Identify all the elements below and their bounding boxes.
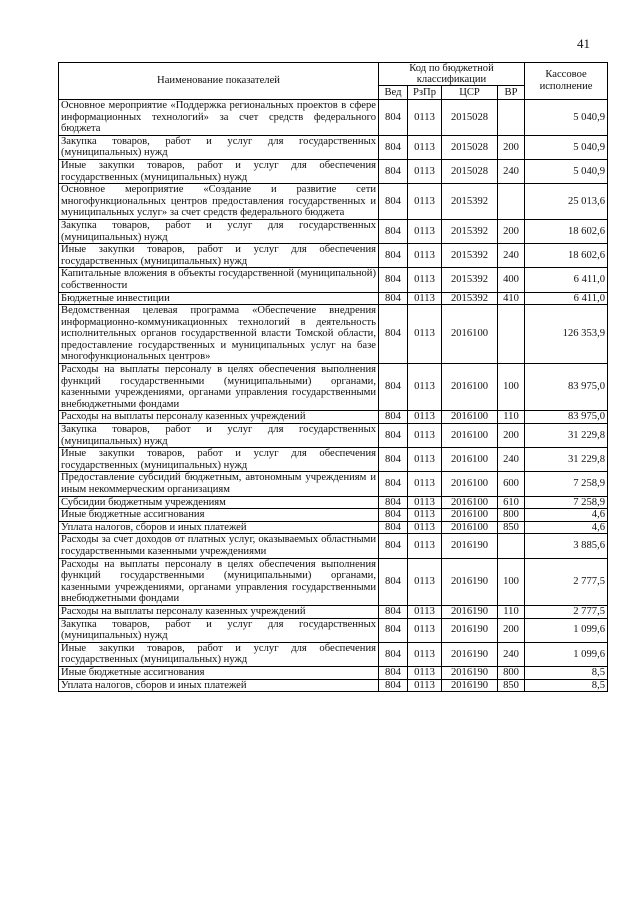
row-csr: 2016190 (442, 558, 498, 605)
row-ved: 804 (379, 642, 408, 666)
row-amount: 2 777,5 (525, 605, 608, 618)
table-row (59, 666, 608, 679)
row-vr: 110 (498, 411, 525, 424)
row-rzpr: 0113 (408, 496, 442, 509)
row-vr: 100 (498, 364, 525, 411)
row-name: Ведомственная целевая программа «Обеспечение внедрения информационно-коммуникационных технологий в деятельность исполнительных органов государственной власти Томской области, предоставление государственных и муниципальных услуг на базе многофункциональных центров» (59, 305, 379, 364)
table-row (59, 679, 608, 692)
row-rzpr: 0113 (408, 521, 442, 534)
row-ved: 804 (379, 135, 408, 159)
budget-execution-table (58, 62, 608, 692)
row-rzpr: 0113 (408, 424, 442, 448)
row-name: Иные закупки товаров, работ и услуг для обеспечения государственных (муниципальных) нужд (59, 244, 379, 268)
row-csr: 2016190 (442, 618, 498, 642)
row-name: Иные бюджетные ассигнования (59, 509, 379, 522)
row-name: Предоставление субсидий бюджетным, автономным учреждениям и иным некоммерческим организациям (59, 472, 379, 496)
row-csr: 2016190 (442, 642, 498, 666)
row-name: Расходы на выплаты персоналу в целях обеспечения выполнения функций государственными (муниципальными) органами, казенными учреждениями, органами управления государственными внебюджетными фондами (59, 558, 379, 605)
row-rzpr: 0113 (408, 605, 442, 618)
row-vr: 850 (498, 679, 525, 692)
row-csr: 2016100 (442, 305, 498, 364)
row-ved: 804 (379, 472, 408, 496)
row-csr: 2015392 (442, 292, 498, 305)
table-row (59, 135, 608, 159)
row-rzpr: 0113 (408, 268, 442, 292)
row-amount: 7 258,9 (525, 496, 608, 509)
row-rzpr: 0113 (408, 159, 442, 183)
header-csr: ЦСР (442, 86, 498, 100)
row-ved: 804 (379, 100, 408, 136)
table-row (59, 521, 608, 534)
row-csr: 2016190 (442, 534, 498, 558)
table-row (59, 219, 608, 243)
row-csr: 2015392 (442, 219, 498, 243)
row-vr: 850 (498, 521, 525, 534)
row-name: Субсидии бюджетным учреждениям (59, 496, 379, 509)
row-rzpr: 0113 (408, 305, 442, 364)
row-vr: 100 (498, 558, 525, 605)
row-csr: 2015392 (442, 244, 498, 268)
row-csr: 2016100 (442, 509, 498, 522)
row-rzpr: 0113 (408, 509, 442, 522)
row-amount: 25 013,6 (525, 184, 608, 220)
table-row (59, 305, 608, 364)
header-rzpr: РзПр (408, 86, 442, 100)
row-csr: 2015392 (442, 268, 498, 292)
table-row (59, 268, 608, 292)
row-amount: 2 777,5 (525, 558, 608, 605)
row-vr: 800 (498, 666, 525, 679)
row-name: Закупка товаров, работ и услуг для государственных (муниципальных) нужд (59, 135, 379, 159)
row-csr: 2016100 (442, 521, 498, 534)
row-name: Закупка товаров, работ и услуг для государственных (муниципальных) нужд (59, 219, 379, 243)
row-vr: 400 (498, 268, 525, 292)
row-ved: 804 (379, 558, 408, 605)
row-name: Уплата налогов, сборов и иных платежей (59, 679, 379, 692)
row-csr: 2015028 (442, 100, 498, 136)
row-vr: 800 (498, 509, 525, 522)
row-ved: 804 (379, 424, 408, 448)
header-cash-execution: Кассовое исполнение (525, 63, 608, 100)
page-number: 41 (577, 36, 590, 51)
header-budget-code: Код по бюджетной классификации (379, 63, 525, 86)
row-name: Расходы на выплаты персоналу казенных учреждений (59, 605, 379, 618)
row-csr: 2016100 (442, 472, 498, 496)
row-vr: 200 (498, 424, 525, 448)
row-rzpr: 0113 (408, 618, 442, 642)
row-rzpr: 0113 (408, 184, 442, 220)
row-name: Бюджетные инвестиции (59, 292, 379, 305)
row-csr: 2016100 (442, 424, 498, 448)
row-ved: 804 (379, 605, 408, 618)
table-row (59, 292, 608, 305)
row-amount: 18 602,6 (525, 219, 608, 243)
row-rzpr: 0113 (408, 448, 442, 472)
row-vr (498, 534, 525, 558)
row-vr: 200 (498, 219, 525, 243)
row-amount: 126 353,9 (525, 305, 608, 364)
row-amount: 5 040,9 (525, 135, 608, 159)
row-vr: 610 (498, 496, 525, 509)
row-csr: 2015028 (442, 135, 498, 159)
row-rzpr: 0113 (408, 135, 442, 159)
table-row (59, 364, 608, 411)
table-row (59, 424, 608, 448)
row-name: Капитальные вложения в объекты государственной (муниципальной) собственности (59, 268, 379, 292)
table-row (59, 509, 608, 522)
row-ved: 804 (379, 534, 408, 558)
row-ved: 804 (379, 292, 408, 305)
row-csr: 2016100 (442, 448, 498, 472)
row-ved: 804 (379, 666, 408, 679)
row-amount: 4,6 (525, 521, 608, 534)
row-rzpr: 0113 (408, 642, 442, 666)
header-vr: ВР (498, 86, 525, 100)
row-vr: 600 (498, 472, 525, 496)
row-csr: 2015028 (442, 159, 498, 183)
row-name: Иные бюджетные ассигнования (59, 666, 379, 679)
row-ved: 804 (379, 159, 408, 183)
table-row (59, 100, 608, 136)
row-vr: 240 (498, 642, 525, 666)
row-amount: 1 099,6 (525, 642, 608, 666)
row-amount: 6 411,0 (525, 292, 608, 305)
row-name: Расходы на выплаты персоналу в целях обеспечения выполнения функций государственными (муниципальными) органами, казенными учреждениями, органами управления государственными внебюджетными фондами (59, 364, 379, 411)
row-ved: 804 (379, 364, 408, 411)
row-rzpr: 0113 (408, 411, 442, 424)
row-amount: 4,6 (525, 509, 608, 522)
row-csr: 2016190 (442, 666, 498, 679)
row-csr: 2016190 (442, 605, 498, 618)
row-vr (498, 100, 525, 136)
row-amount: 7 258,9 (525, 472, 608, 496)
row-amount: 3 885,6 (525, 534, 608, 558)
row-amount: 6 411,0 (525, 268, 608, 292)
row-ved: 804 (379, 305, 408, 364)
row-ved: 804 (379, 411, 408, 424)
row-rzpr: 0113 (408, 472, 442, 496)
row-rzpr: 0113 (408, 292, 442, 305)
row-csr: 2016100 (442, 411, 498, 424)
row-name: Основное мероприятие «Создание и развитие сети многофункциональных центров предоставления государственных и муниципальных услуг» за счет средств федерального бюджета (59, 184, 379, 220)
row-ved: 804 (379, 219, 408, 243)
table-row (59, 534, 608, 558)
row-amount: 8,5 (525, 679, 608, 692)
row-name: Иные закупки товаров, работ и услуг для обеспечения государственных (муниципальных) нужд (59, 159, 379, 183)
row-amount: 1 099,6 (525, 618, 608, 642)
table-row (59, 448, 608, 472)
row-rzpr: 0113 (408, 558, 442, 605)
row-amount: 83 975,0 (525, 364, 608, 411)
row-vr: 110 (498, 605, 525, 618)
row-name: Расходы за счет доходов от платных услуг, оказываемых областными государственными казенными учреждениями (59, 534, 379, 558)
row-amount: 31 229,8 (525, 448, 608, 472)
table-row (59, 472, 608, 496)
row-name: Уплата налогов, сборов и иных платежей (59, 521, 379, 534)
row-csr: 2016100 (442, 496, 498, 509)
table-row (59, 558, 608, 605)
table-row (59, 159, 608, 183)
row-vr: 410 (498, 292, 525, 305)
table-row (59, 244, 608, 268)
row-ved: 804 (379, 679, 408, 692)
table-row (59, 411, 608, 424)
row-ved: 804 (379, 184, 408, 220)
row-name: Закупка товаров, работ и услуг для государственных (муниципальных) нужд (59, 618, 379, 642)
table-row (59, 642, 608, 666)
table-row (59, 184, 608, 220)
row-vr: 200 (498, 135, 525, 159)
row-rzpr: 0113 (408, 679, 442, 692)
row-ved: 804 (379, 496, 408, 509)
row-amount: 5 040,9 (525, 100, 608, 136)
row-name: Иные закупки товаров, работ и услуг для обеспечения государственных (муниципальных) нужд (59, 448, 379, 472)
table-row (59, 496, 608, 509)
row-vr: 200 (498, 618, 525, 642)
row-rzpr: 0113 (408, 666, 442, 679)
row-amount: 18 602,6 (525, 244, 608, 268)
row-ved: 804 (379, 521, 408, 534)
row-rzpr: 0113 (408, 100, 442, 136)
row-rzpr: 0113 (408, 219, 442, 243)
header-indicator-name: Наименование показателей (59, 63, 379, 100)
row-amount: 83 975,0 (525, 411, 608, 424)
row-rzpr: 0113 (408, 534, 442, 558)
row-vr (498, 184, 525, 220)
row-vr: 240 (498, 159, 525, 183)
header-ved: Вед (379, 86, 408, 100)
row-amount: 5 040,9 (525, 159, 608, 183)
row-rzpr: 0113 (408, 244, 442, 268)
row-csr: 2016100 (442, 364, 498, 411)
row-name: Закупка товаров, работ и услуг для государственных (муниципальных) нужд (59, 424, 379, 448)
table-row (59, 605, 608, 618)
row-ved: 804 (379, 509, 408, 522)
row-ved: 804 (379, 268, 408, 292)
row-rzpr: 0113 (408, 364, 442, 411)
row-ved: 804 (379, 244, 408, 268)
row-name: Иные закупки товаров, работ и услуг для обеспечения государственных (муниципальных) нужд (59, 642, 379, 666)
row-vr: 240 (498, 244, 525, 268)
row-ved: 804 (379, 618, 408, 642)
row-ved: 804 (379, 448, 408, 472)
row-vr: 240 (498, 448, 525, 472)
row-amount: 8,5 (525, 666, 608, 679)
row-amount: 31 229,8 (525, 424, 608, 448)
row-csr: 2016190 (442, 679, 498, 692)
row-name: Расходы на выплаты персоналу казенных учреждений (59, 411, 379, 424)
table-row (59, 618, 608, 642)
row-vr (498, 305, 525, 364)
row-name: Основное мероприятие «Поддержка региональных проектов в сфере информационных технологий» за счет средств федерального бюджета (59, 100, 379, 136)
row-csr: 2015392 (442, 184, 498, 220)
